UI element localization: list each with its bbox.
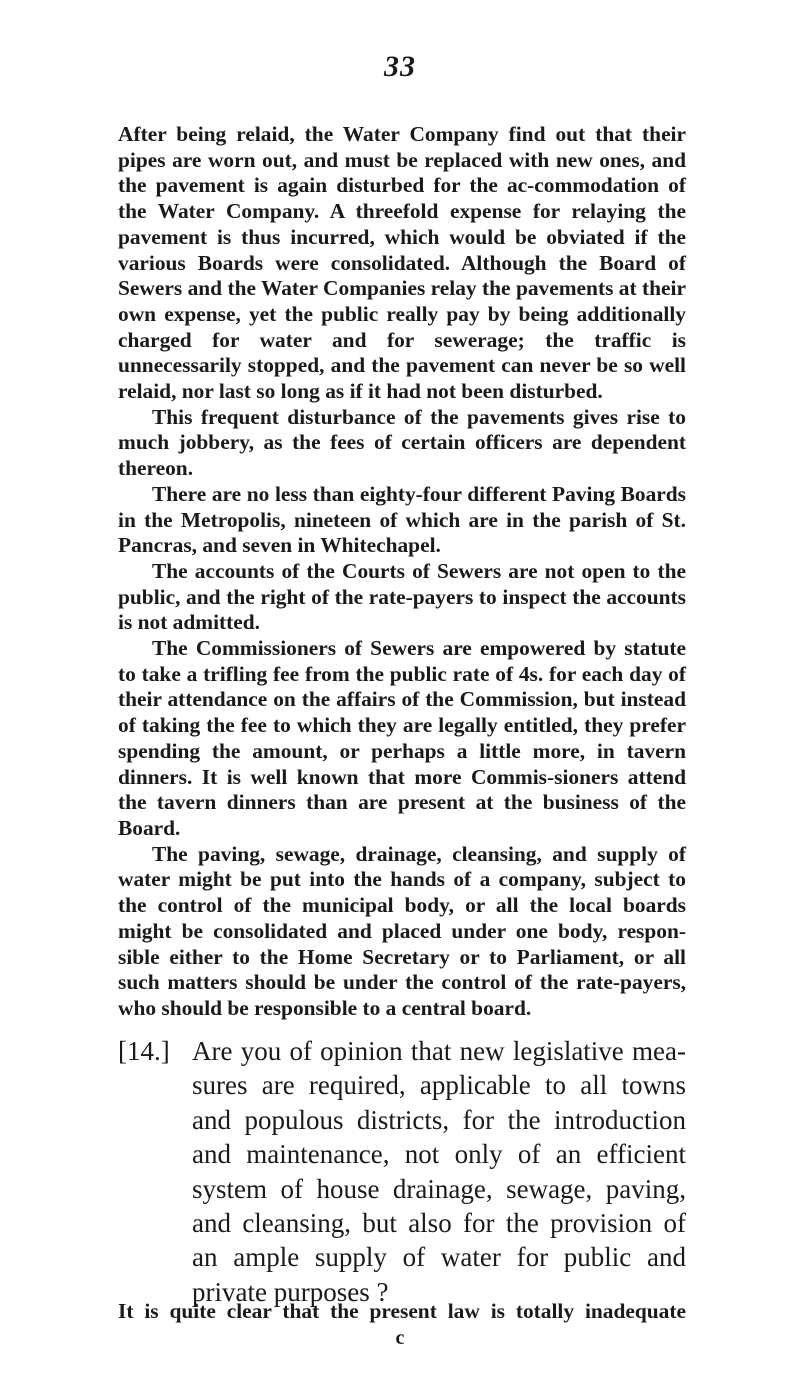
question-number: [14.] [118, 1036, 170, 1066]
paragraph: The paving, sewage, drainage, cleansing, and supply of water might be put into the hands of a company, subject to the control of the municipal body, or all the local boards might be consolidated and placed under one body, respon-sible either to the Home Secretary or to Parliament, or all such matters should be under the control of the rate-payers, who should be responsible to a central board. [118, 841, 686, 1020]
closing-line: It is quite clear that the present law is totally inadequate [118, 1299, 686, 1323]
question-block [118, 1034, 686, 1309]
paragraph: After being relaid, the Water Company find out that their pipes are worn out, and must be replaced with new ones, and the pavement is again disturbed for the ac-commodation of the Water Company. A threefold expense for relaying the pavement is thus incurred, which would be obviated if the various Boards were consolidated. Although the Board of Sewers and the Water Companies relay the pavements at their own expense, yet the public really pay by being additionally charged for water and for sewerage; the traffic is unnecessarily stopped, and the pavement can never be so well relaid, nor last so long as if it had not been disturbed. [118, 122, 686, 404]
paragraph: There are no less than eighty-four different Paving Boards in the Metropolis, nineteen of which are in the parish of St. Pancras, and seven in Whitechapel. [118, 481, 686, 558]
body-text [118, 122, 686, 1022]
question-text: Are you of opinion that new legislative mea-sures are required, applicable to all towns and populous districts, for the introduction and maintenance, not only of an efficient system of house drainage, sewage, paving, and cleansing, but also for the provision of an ample supply of water for public and private purposes ? [192, 1036, 686, 1307]
paragraph: The accounts of the Courts of Sewers are not open to the public, and the right of the rate-payers to inspect the accounts is not admitted. [118, 558, 686, 635]
page-number: 33 [384, 50, 416, 83]
signature-mark: c [395, 1327, 405, 1349]
paragraph: The Commissioners of Sewers are empowered by statute to take a trifling fee from the public rate of 4s. for each day of their attendance on the affairs of the Commission, but instead of taking the fee to which they are legally entitled, they prefer spending the amount, or perhaps a little more, in tavern dinners. It is well known that more Commis-sioners attend the tavern dinners than are present at the business of the Board. [118, 636, 686, 840]
paragraph: This frequent disturbance of the pavements gives rise to much jobbery, as the fees of certain officers are dependent thereon. [118, 404, 686, 481]
